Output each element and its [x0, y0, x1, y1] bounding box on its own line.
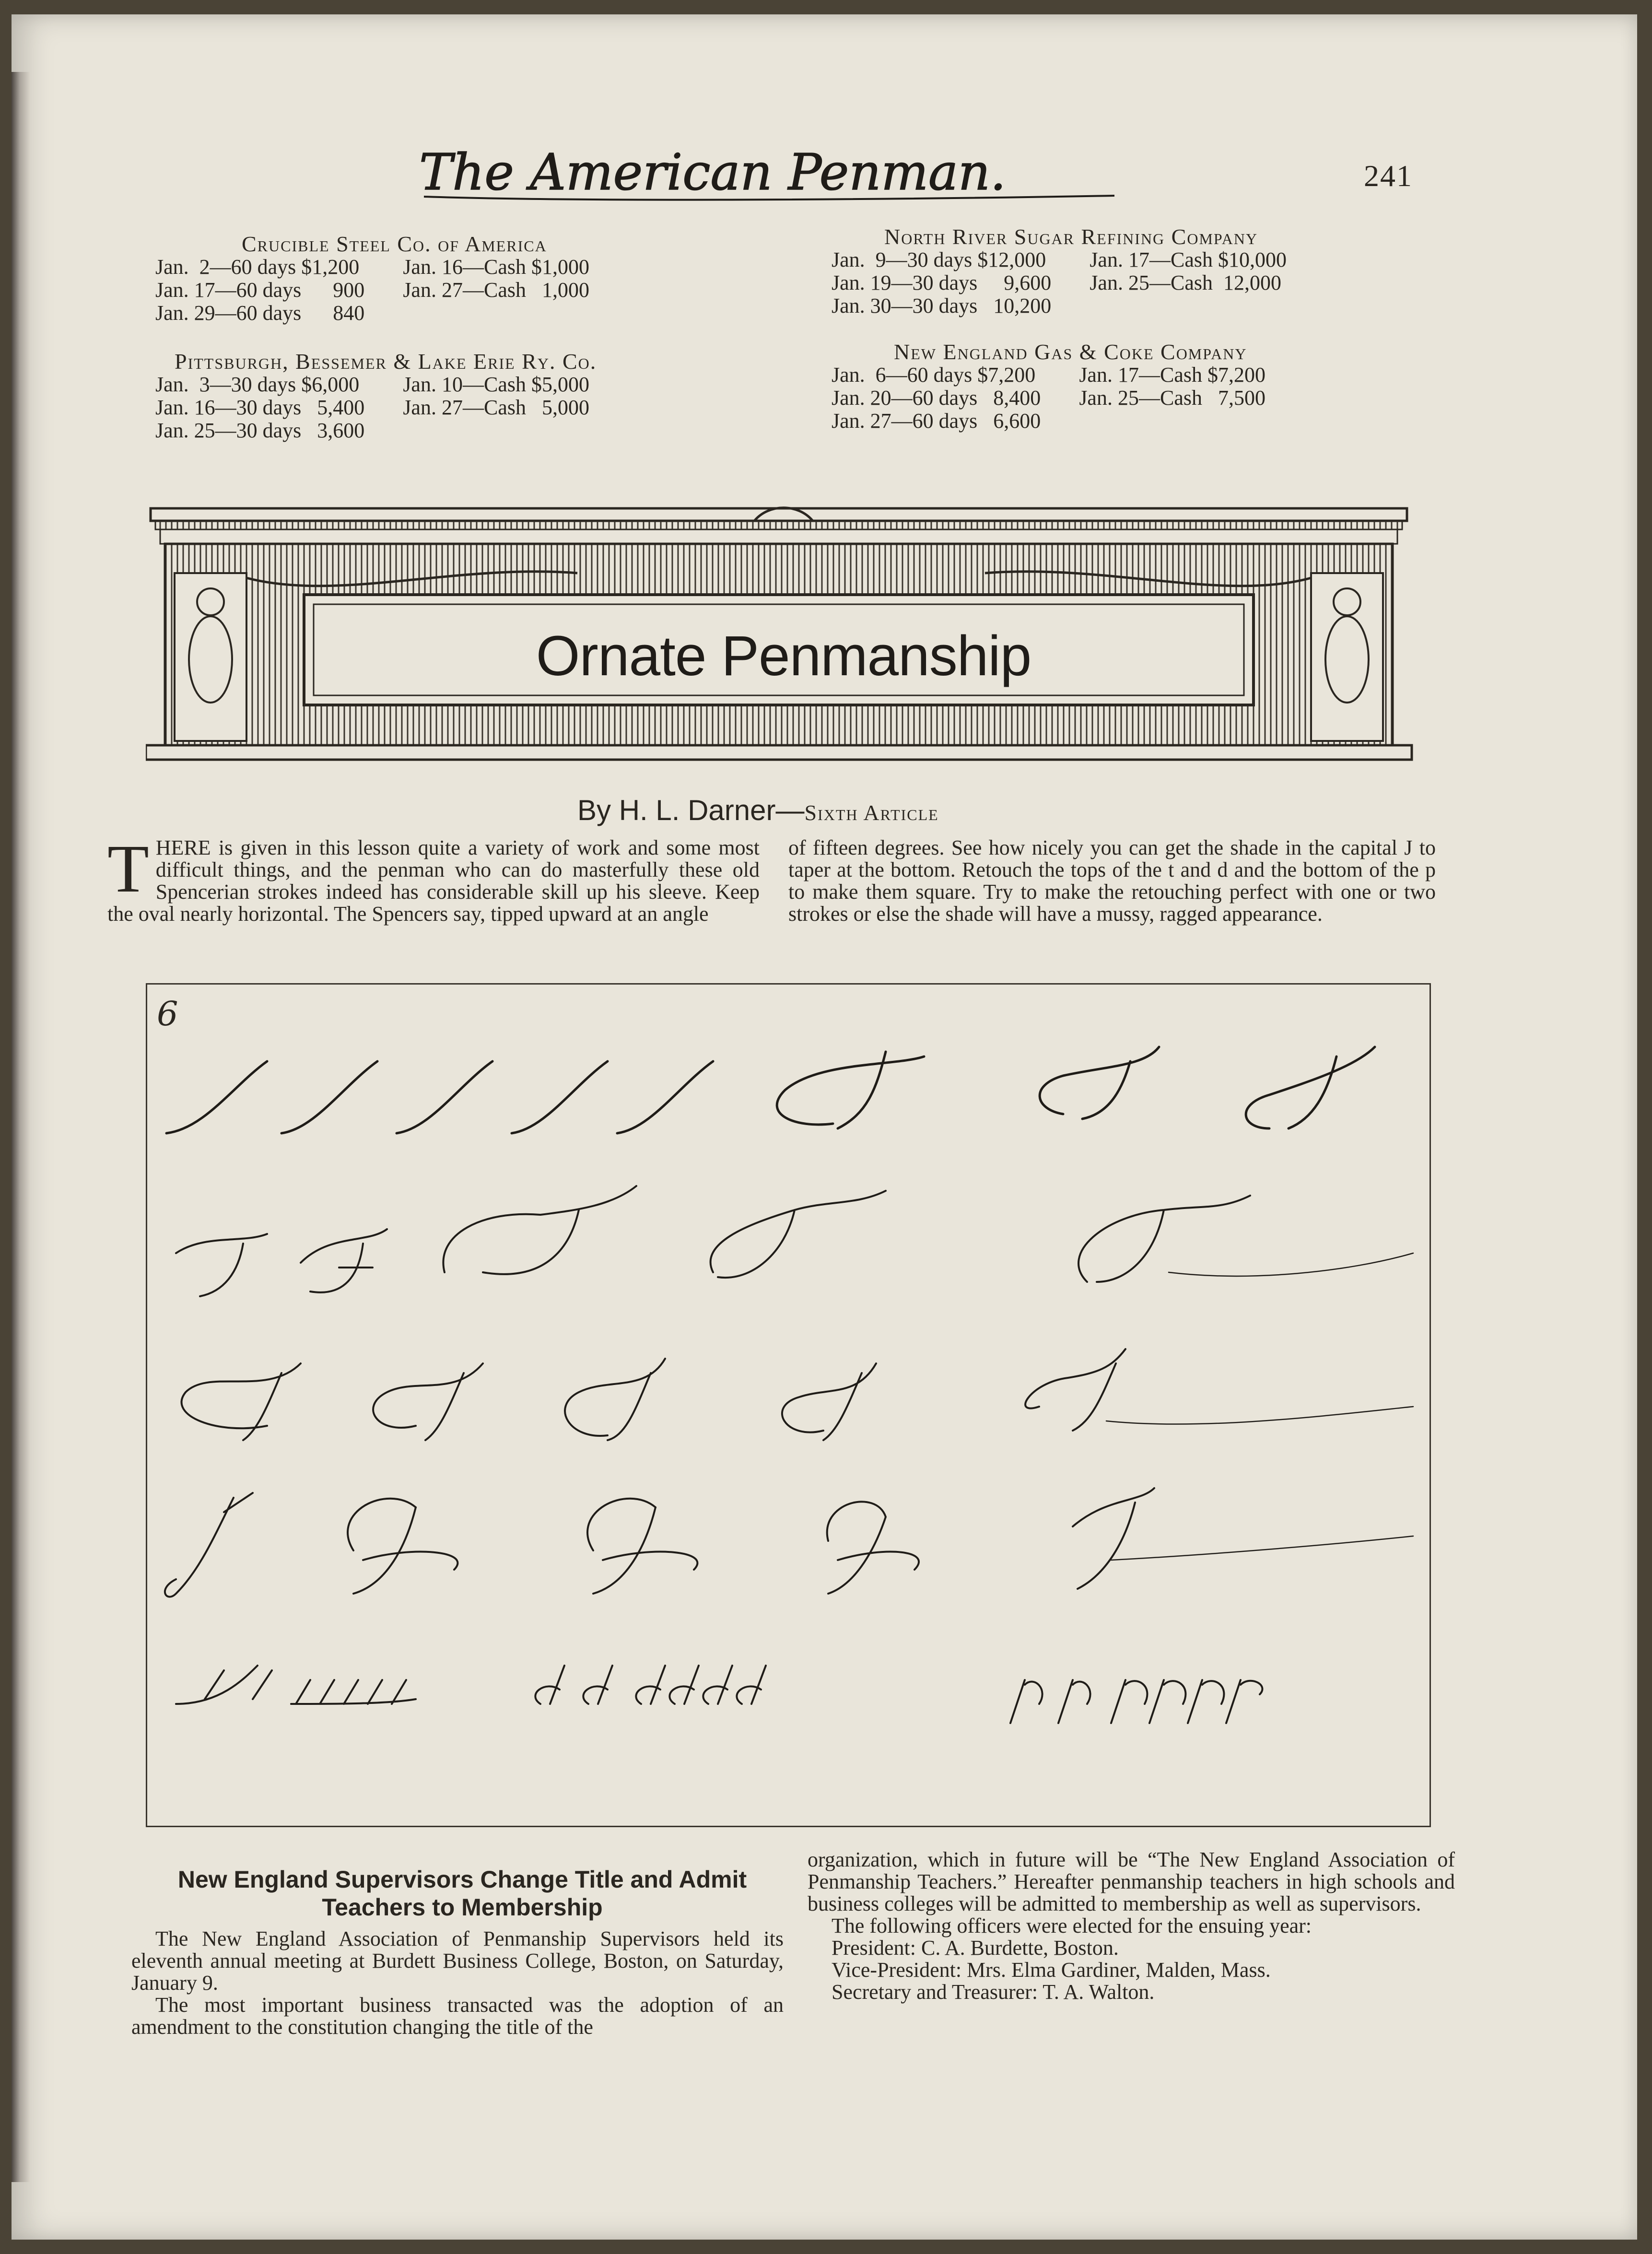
- masthead-logo: [419, 144, 1138, 206]
- officer-line: President: C. A. Burdette, Boston.: [832, 1936, 1119, 1960]
- ornate-banner: [146, 506, 1421, 765]
- officer-line: Secretary and Treasurer: T. A. Walton.: [832, 1980, 1155, 2004]
- script-word: Tennessee: [1178, 1236, 1355, 1276]
- book-spine: [12, 72, 30, 2182]
- firm-entry: Jan. 2—60 days $1,200: [155, 255, 360, 279]
- firm-entry: Jan. 3—30 days $6,000: [155, 373, 360, 396]
- firm-entry: Jan. 30—30 days 10,200: [832, 294, 1052, 317]
- firm-entry: Jan. 6—60 days $7,200: [832, 363, 1036, 387]
- officer-line: Vice-President: Mrs. Elma Gardiner, Malden, Mass.: [832, 1958, 1271, 1982]
- firm-entry: Jan. 10—Cash $5,000: [403, 373, 589, 396]
- firm-entry: Jan. 25—Cash 12,000: [1090, 271, 1281, 294]
- firm-block: [832, 225, 1287, 317]
- firm-name: North River Sugar Refining Company: [884, 224, 1258, 249]
- news-paragraph: The most important business transacted was the adoption of an amendment to the constitution changing the title of the: [131, 1993, 784, 2039]
- masthead-text: The American Penman.: [419, 144, 1006, 201]
- news-paragraph: The New England Association of Penmanship Supervisors held its eleventh annual meeting at Burdett Business College, Boston, on Saturday, January 9.: [131, 1927, 784, 1995]
- script-word: Inmans: [1135, 1385, 1261, 1424]
- news-column-right: [808, 1849, 1455, 2003]
- firm-name: Crucible Steel Co. of America: [242, 232, 547, 256]
- page-number: 241: [1364, 159, 1413, 193]
- banner-title: Ornate Penmanship: [536, 624, 1031, 688]
- firm-entry: Jan. 29—60 days 840: [155, 301, 365, 325]
- firm-entry: Jan. 16—30 days 5,400: [155, 396, 365, 419]
- firm-block: [832, 340, 1265, 433]
- drop-cap: T: [107, 831, 149, 906]
- firm-name: Pittsburgh, Bessemer & Lake Erie Ry. Co.: [175, 349, 597, 374]
- firm-entry: Jan. 17—60 days 900: [155, 278, 365, 302]
- firm-entry: Jan. 27—Cash 1,000: [403, 278, 589, 302]
- firm-entry: Jan. 25—Cash 7,500: [1079, 386, 1265, 410]
- lowercase-tdp-row: [176, 1666, 1262, 1723]
- article-column-right: [788, 837, 1436, 925]
- officers-intro: The following officers were elected for the ensuing year:: [832, 1914, 1312, 1937]
- article-text: of fifteen degrees. See how nicely you can get the shade in the capital J to taper at the bottom. Retouch the tops of the t and d and the bottom of the p to make them square. Try to make the retouching perfect with one or two strokes or else the shade will have a mussy, ragged appearance.: [788, 836, 1436, 926]
- penmanship-plate: [146, 983, 1431, 1827]
- news-column-left: [131, 1928, 784, 2038]
- plate-number: 6: [157, 994, 178, 1033]
- news-paragraph: organization, which in future will be “The New England Association of Penmanship Teachers.” Hereafter penmanship teachers in high schools and business colleges will be admitted to membership as well as supervisors.: [808, 1848, 1455, 1915]
- firm-entry: Jan. 17—Cash $7,200: [1079, 363, 1265, 387]
- script-word: Jamison: [1154, 1524, 1289, 1563]
- series-label: Sixth Article: [804, 800, 939, 825]
- author-name: By H. L. Darner—: [577, 794, 805, 826]
- firm-entry: Jan. 25—30 days 3,600: [155, 419, 365, 442]
- firm-block: [155, 350, 597, 442]
- firm-entry: Jan. 9—30 days $12,000: [832, 248, 1046, 271]
- capital-i-row: [182, 1349, 1413, 1440]
- article-text: HERE is given in this lesson quite a variety of work and some most difficult things, and the penman who can do masterfully these old Spencerian strokes indeed has considerable skill up his sleeve. Keep the oval nearly horizontal. The Spencers say, tipped upward at an angle: [107, 836, 760, 926]
- firm-entry: Jan. 20—60 days 8,400: [832, 386, 1041, 410]
- firm-name: New England Gas & Coke Company: [894, 340, 1247, 364]
- firm-entry: Jan. 27—Cash 5,000: [403, 396, 589, 419]
- firm-entry: Jan. 16—Cash $1,000: [403, 255, 589, 279]
- plate-strokes: [147, 985, 1429, 1826]
- shade-stroke-row: [166, 1047, 1375, 1133]
- firm-entry: Jan. 27—60 days 6,600: [832, 409, 1041, 433]
- firm-entry: Jan. 17—Cash $10,000: [1090, 248, 1287, 271]
- firm-entry: Jan. 19—30 days 9,600: [832, 271, 1052, 294]
- capital-j-row: [165, 1488, 1413, 1597]
- firm-block: [155, 233, 589, 325]
- byline: [577, 794, 939, 827]
- capital-f-t-row: [176, 1186, 1413, 1296]
- magazine-page: [12, 14, 1637, 2240]
- article-column-left: [107, 831, 760, 926]
- news-headline: New England Supervisors Change Title and Admit Teachers to Membership: [177, 1866, 747, 1921]
